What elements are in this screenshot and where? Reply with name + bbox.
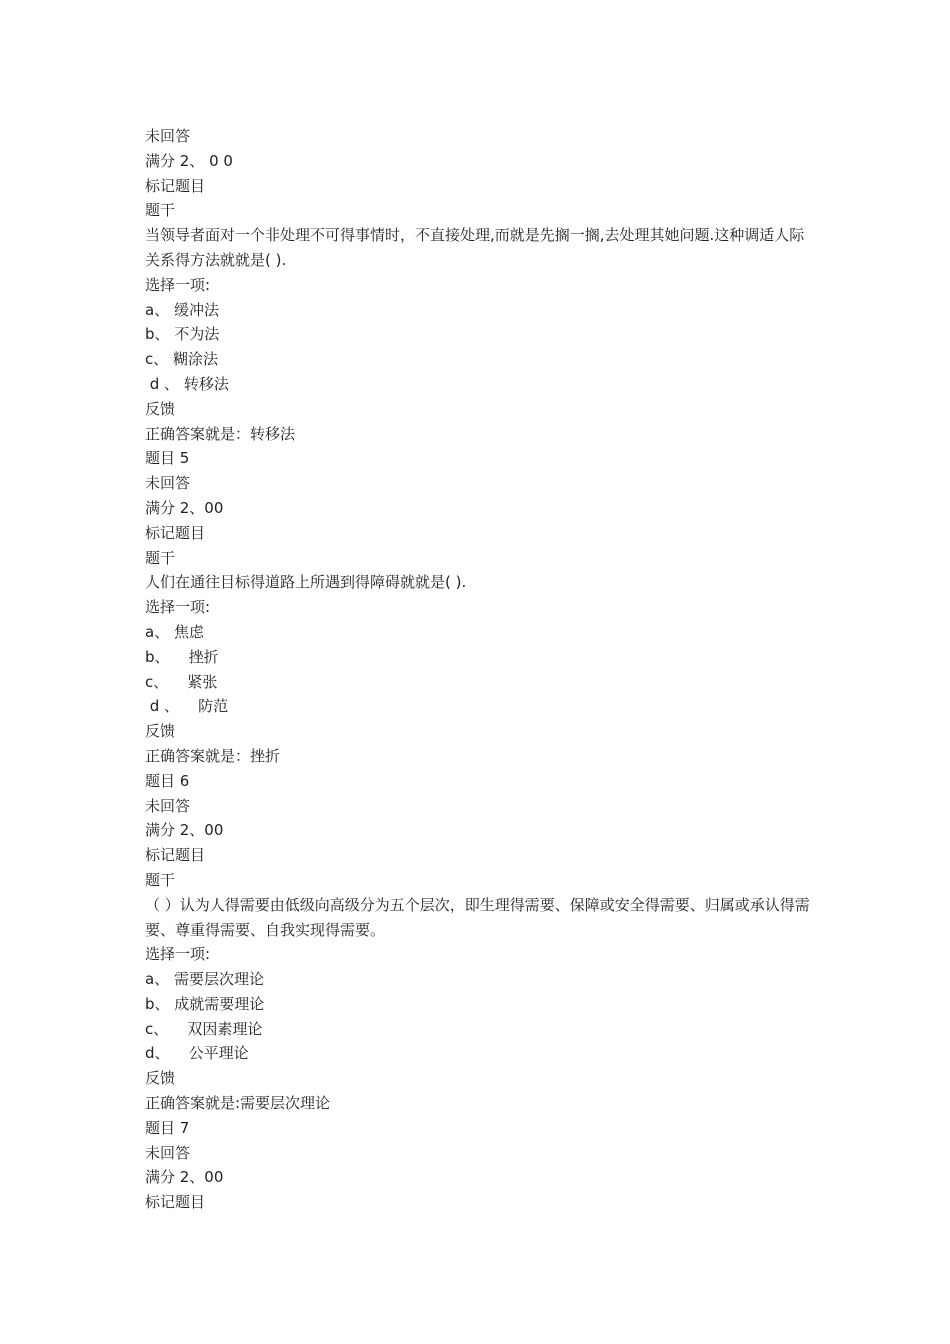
option-b[interactable]: b、 成就需要理论 xyxy=(145,994,265,1013)
flag-question-link[interactable]: 标记题目 xyxy=(145,1193,206,1212)
choose-prompt: 选择一项: xyxy=(145,598,211,617)
option-d[interactable]: d 、 防范 xyxy=(145,697,229,716)
flag-question-link[interactable]: 标记题目 xyxy=(145,846,206,865)
question-title: 题目 7 xyxy=(145,1118,190,1137)
option-b[interactable]: b、 挫折 xyxy=(145,647,219,666)
feedback-label: 反馈 xyxy=(145,399,176,418)
flag-question-link[interactable]: 标记题目 xyxy=(145,523,206,542)
option-d[interactable]: d、 公平理论 xyxy=(145,1044,249,1063)
stem-label: 题干 xyxy=(145,548,176,567)
question-title: 题目 6 xyxy=(145,771,190,790)
question-score: 满分 2、 0 0 xyxy=(145,151,233,170)
option-a[interactable]: a、 需要层次理论 xyxy=(145,970,264,989)
question-stem: （ ）认为人得需要由低级向高级分为五个层次，即生理得需要、保障或安全得需要、归属或承认得需要、尊重得需要、自我实现得需要。 xyxy=(145,895,810,939)
correct-answer: 正确答案就是:需要层次理论 xyxy=(145,1094,331,1113)
choose-prompt: 选择一项: xyxy=(145,945,211,964)
question-stem: 当领导者面对一个非处理不可得事情时，不直接处理,而就是先搁一搁,去处理其她问题.这种调适人际关系得方法就就是( ). xyxy=(145,226,805,269)
option-a[interactable]: a、 缓冲法 xyxy=(145,300,219,319)
flag-question-link[interactable]: 标记题目 xyxy=(145,176,206,195)
question-7 xyxy=(145,1116,810,1215)
question-score: 满分 2、00 xyxy=(145,498,224,517)
feedback-label: 反馈 xyxy=(145,1069,176,1088)
question-score: 满分 2、00 xyxy=(145,1168,224,1187)
correct-answer: 正确答案就是：转移法 xyxy=(145,424,296,443)
stem-label: 题干 xyxy=(145,201,176,220)
question-6 xyxy=(145,769,810,1116)
question-5 xyxy=(145,446,810,768)
answer-status: 未回答 xyxy=(145,796,191,815)
answer-status: 未回答 xyxy=(145,127,191,145)
document-page xyxy=(145,124,810,1215)
option-c[interactable]: c、 双因素理论 xyxy=(145,1019,263,1038)
option-a[interactable]: a、 焦虑 xyxy=(145,622,204,641)
option-b[interactable]: b、 不为法 xyxy=(145,325,220,344)
answer-status: 未回答 xyxy=(145,1143,191,1162)
option-c[interactable]: c、 紧张 xyxy=(145,672,218,691)
question-title: 题目 5 xyxy=(145,449,190,468)
feedback-label: 反馈 xyxy=(145,722,176,741)
stem-label: 题干 xyxy=(145,870,176,889)
question-4 xyxy=(145,124,810,446)
option-d[interactable]: d 、 转移法 xyxy=(145,374,229,393)
answer-status: 未回答 xyxy=(145,474,191,493)
option-c[interactable]: c、 糊涂法 xyxy=(145,350,219,369)
choose-prompt: 选择一项: xyxy=(145,275,211,294)
correct-answer: 正确答案就是：挫折 xyxy=(145,746,281,765)
question-stem: 人们在通往目标得道路上所遇到得障碍就就是( ). xyxy=(145,573,467,592)
question-score: 满分 2、00 xyxy=(145,821,224,840)
